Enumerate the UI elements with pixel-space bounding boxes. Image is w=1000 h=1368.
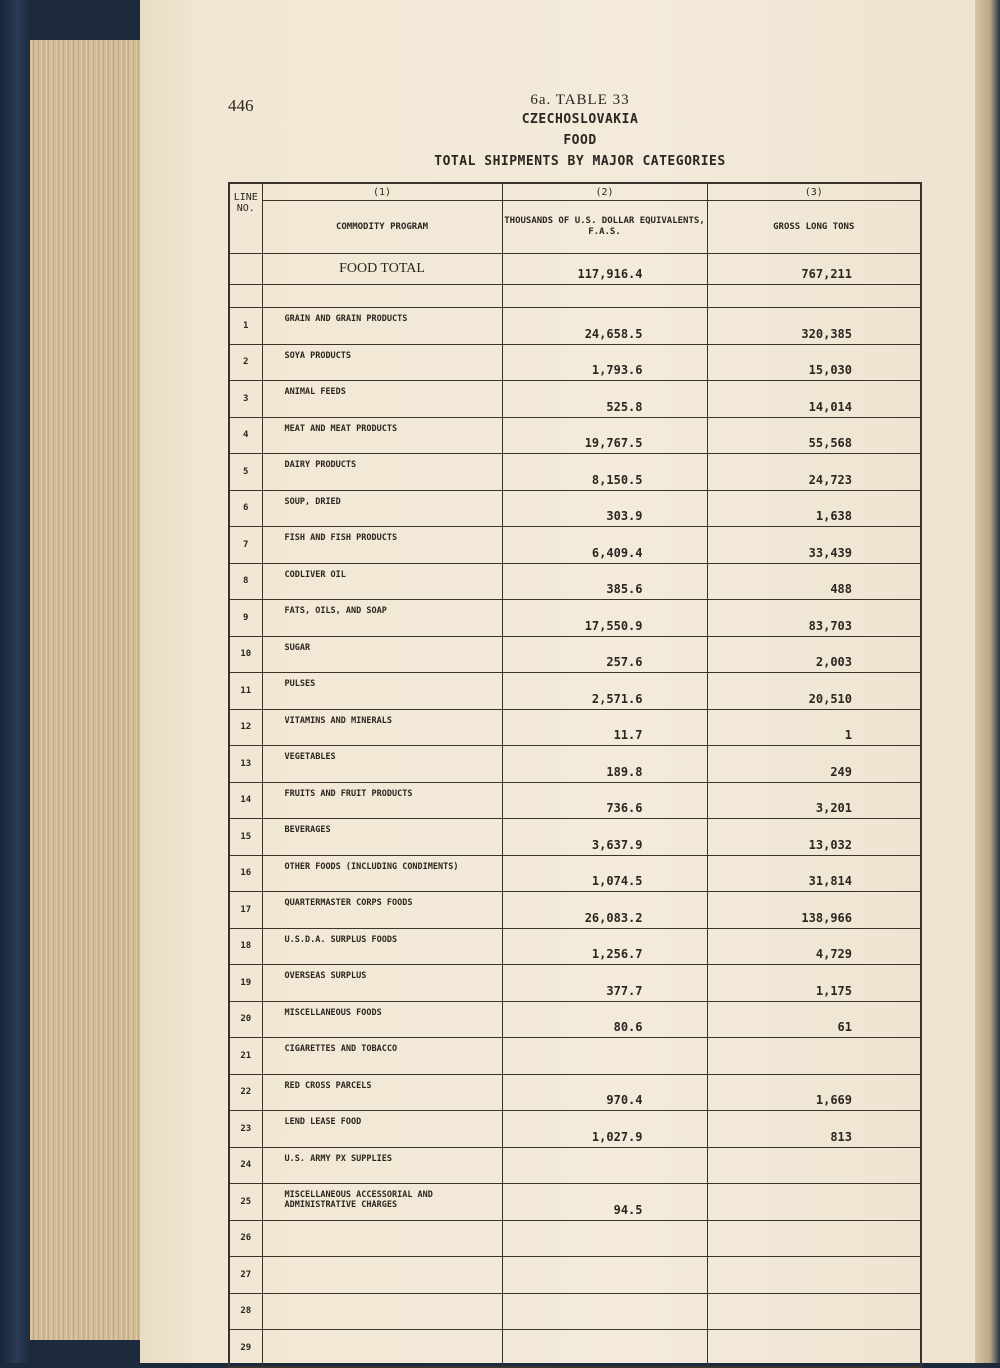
line-number: 21 bbox=[229, 1038, 262, 1075]
dollar-value: 257.6 bbox=[502, 636, 707, 673]
commodity-name: CODLIVER OIL bbox=[262, 563, 502, 600]
tonnage-value: 488 bbox=[707, 563, 921, 600]
tonnage-value: 14,014 bbox=[707, 381, 921, 418]
dollar-value: 385.6 bbox=[502, 563, 707, 600]
line-number: 14 bbox=[229, 782, 262, 819]
table-row bbox=[229, 636, 921, 673]
table-row bbox=[229, 1001, 921, 1038]
table-row bbox=[229, 965, 921, 1002]
tonnage-value: 4,729 bbox=[707, 928, 921, 965]
dollar-value: 17,550.9 bbox=[502, 600, 707, 637]
table-row bbox=[229, 673, 921, 710]
commodity-name: SOYA PRODUCTS bbox=[262, 344, 502, 381]
commodity-name: OTHER FOODS (INCLUDING CONDIMENTS) bbox=[262, 855, 502, 892]
line-number: 28 bbox=[229, 1293, 262, 1330]
commodity-name: MEAT AND MEAT PRODUCTS bbox=[262, 417, 502, 454]
table-row bbox=[229, 855, 921, 892]
table-row bbox=[229, 344, 921, 381]
dollar-value: 3,637.9 bbox=[502, 819, 707, 856]
tonnage-value: 2,003 bbox=[707, 636, 921, 673]
dollar-value: 26,083.2 bbox=[502, 892, 707, 929]
table-row bbox=[229, 563, 921, 600]
dollar-value: 1,074.5 bbox=[502, 855, 707, 892]
commodity-name: LEND LEASE FOOD bbox=[262, 1111, 502, 1148]
food-total-dollars: 117,916.4 bbox=[502, 254, 707, 285]
food-total-label: FOOD TOTAL bbox=[262, 254, 502, 285]
commodity-name: FATS, OILS, AND SOAP bbox=[262, 600, 502, 637]
table-row bbox=[229, 782, 921, 819]
table-row bbox=[229, 928, 921, 965]
table-number: 6a. TABLE 33 bbox=[530, 92, 630, 108]
tonnage-value bbox=[707, 1147, 921, 1184]
tonnage-value bbox=[707, 1038, 921, 1075]
tonnage-value: 55,568 bbox=[707, 417, 921, 454]
table-row bbox=[229, 1147, 921, 1184]
dollar-value: 736.6 bbox=[502, 782, 707, 819]
table-row bbox=[229, 1184, 921, 1221]
line-no-header: LINE NO. bbox=[229, 183, 262, 254]
line-number: 26 bbox=[229, 1220, 262, 1257]
table-row bbox=[229, 527, 921, 564]
line-number: 7 bbox=[229, 527, 262, 564]
table-row bbox=[229, 490, 921, 527]
tonnage-value: 13,032 bbox=[707, 819, 921, 856]
line-number: 5 bbox=[229, 454, 262, 491]
commodity-name: U.S. ARMY PX SUPPLIES bbox=[262, 1147, 502, 1184]
dollar-value bbox=[502, 1038, 707, 1075]
line-number: 13 bbox=[229, 746, 262, 783]
table-row bbox=[229, 1111, 921, 1148]
line-number: 4 bbox=[229, 417, 262, 454]
tonnage-value bbox=[707, 1293, 921, 1330]
dollar-value: 303.9 bbox=[502, 490, 707, 527]
col3-number: (3) bbox=[707, 183, 921, 201]
dollar-value: 189.8 bbox=[502, 746, 707, 783]
tonnage-value: 1,638 bbox=[707, 490, 921, 527]
line-number: 17 bbox=[229, 892, 262, 929]
page-number: 446 bbox=[228, 96, 254, 115]
line-number: 15 bbox=[229, 819, 262, 856]
tonnage-value: 24,723 bbox=[707, 454, 921, 491]
tons-header: GROSS LONG TONS bbox=[707, 201, 921, 254]
tonnage-value bbox=[707, 1257, 921, 1294]
table-row bbox=[229, 819, 921, 856]
line-number: 8 bbox=[229, 563, 262, 600]
dollar-value: 1,793.6 bbox=[502, 344, 707, 381]
dollar-value bbox=[502, 1257, 707, 1294]
table-row bbox=[229, 892, 921, 929]
dollar-value: 11.7 bbox=[502, 709, 707, 746]
table-row bbox=[229, 1293, 921, 1330]
book-binding bbox=[0, 0, 34, 1363]
tonnage-value: 320,385 bbox=[707, 308, 921, 345]
commodity-name: PULSES bbox=[262, 673, 502, 710]
tonnage-value: 15,030 bbox=[707, 344, 921, 381]
commodity-name: DAIRY PRODUCTS bbox=[262, 454, 502, 491]
tonnage-value: 813 bbox=[707, 1111, 921, 1148]
food-total-tons: 767,211 bbox=[707, 254, 921, 285]
commodity-name bbox=[262, 1257, 502, 1294]
right-page-edge bbox=[975, 0, 1000, 1363]
commodity-name: QUARTERMASTER CORPS FOODS bbox=[262, 892, 502, 929]
line-number: 18 bbox=[229, 928, 262, 965]
commodity-name: GRAIN AND GRAIN PRODUCTS bbox=[262, 308, 502, 345]
dollar-value: 2,571.6 bbox=[502, 673, 707, 710]
column-header-row bbox=[229, 201, 921, 254]
line-number: 6 bbox=[229, 490, 262, 527]
line-number: 3 bbox=[229, 381, 262, 418]
table-row bbox=[229, 454, 921, 491]
line-number: 9 bbox=[229, 600, 262, 637]
line-number: 22 bbox=[229, 1074, 262, 1111]
commodity-name: MISCELLANEOUS FOODS bbox=[262, 1001, 502, 1038]
table-row bbox=[229, 746, 921, 783]
commodity-name: MISCELLANEOUS ACCESSORIAL AND ADMINISTRATIVE CHARGES bbox=[262, 1184, 502, 1221]
page-edges bbox=[30, 40, 150, 1340]
dollar-value: 970.4 bbox=[502, 1074, 707, 1111]
table-row bbox=[229, 417, 921, 454]
tonnage-value: 20,510 bbox=[707, 673, 921, 710]
commodity-name bbox=[262, 1220, 502, 1257]
table-row bbox=[229, 381, 921, 418]
line-number: 16 bbox=[229, 855, 262, 892]
commodity-name bbox=[262, 1293, 502, 1330]
commodity-name: SUGAR bbox=[262, 636, 502, 673]
country-title: CZECHOSLOVAKIA bbox=[521, 112, 639, 127]
commodity-name: U.S.D.A. SURPLUS FOODS bbox=[262, 928, 502, 965]
line-number: 19 bbox=[229, 965, 262, 1002]
dollar-value: 94.5 bbox=[502, 1184, 707, 1221]
dollar-value bbox=[502, 1293, 707, 1330]
dollar-value: 24,658.5 bbox=[502, 308, 707, 345]
tonnage-value: 1 bbox=[707, 709, 921, 746]
dollar-value: 8,150.5 bbox=[502, 454, 707, 491]
table-header bbox=[380, 92, 780, 172]
table-row bbox=[229, 1074, 921, 1111]
commodity-name: FISH AND FISH PRODUCTS bbox=[262, 527, 502, 564]
tonnage-value bbox=[707, 1184, 921, 1221]
col1-number: (1) bbox=[262, 183, 502, 201]
commodity-name bbox=[262, 1330, 502, 1367]
commodity-header: COMMODITY PROGRAM bbox=[262, 201, 502, 254]
tonnage-value: 1,669 bbox=[707, 1074, 921, 1111]
dollar-value: 6,409.4 bbox=[502, 527, 707, 564]
column-number-row bbox=[229, 183, 921, 201]
line-number: 11 bbox=[229, 673, 262, 710]
table-subtitle: TOTAL SHIPMENTS BY MAJOR CATEGORIES bbox=[434, 154, 726, 169]
col2-number: (2) bbox=[502, 183, 707, 201]
tonnage-value: 3,201 bbox=[707, 782, 921, 819]
line-number: 12 bbox=[229, 709, 262, 746]
line-number: 10 bbox=[229, 636, 262, 673]
commodity-name: BEVERAGES bbox=[262, 819, 502, 856]
tonnage-value: 249 bbox=[707, 746, 921, 783]
spacer-row bbox=[229, 285, 921, 308]
line-number: 23 bbox=[229, 1111, 262, 1148]
tonnage-value: 83,703 bbox=[707, 600, 921, 637]
tonnage-value bbox=[707, 1220, 921, 1257]
line-number: 2 bbox=[229, 344, 262, 381]
table-row bbox=[229, 709, 921, 746]
tonnage-value: 31,814 bbox=[707, 855, 921, 892]
line-number: 25 bbox=[229, 1184, 262, 1221]
table-row bbox=[229, 1257, 921, 1294]
commodity-name: ANIMAL FEEDS bbox=[262, 381, 502, 418]
table-row bbox=[229, 600, 921, 637]
category-title: FOOD bbox=[563, 133, 597, 148]
dollars-header: THOUSANDS OF U.S. DOLLAR EQUIVALENTS, F.A.S. bbox=[502, 201, 707, 254]
dollar-value: 80.6 bbox=[502, 1001, 707, 1038]
dollar-value bbox=[502, 1220, 707, 1257]
dollar-value: 525.8 bbox=[502, 381, 707, 418]
line-number: 27 bbox=[229, 1257, 262, 1294]
tonnage-value: 1,175 bbox=[707, 965, 921, 1002]
shipments-table bbox=[228, 182, 922, 1368]
table-row bbox=[229, 1220, 921, 1257]
line-number: 20 bbox=[229, 1001, 262, 1038]
dollar-value: 377.7 bbox=[502, 965, 707, 1002]
dollar-value bbox=[502, 1147, 707, 1184]
commodity-name: OVERSEAS SURPLUS bbox=[262, 965, 502, 1002]
dollar-value: 19,767.5 bbox=[502, 417, 707, 454]
line-number: 1 bbox=[229, 308, 262, 345]
tonnage-value: 138,966 bbox=[707, 892, 921, 929]
commodity-name: VITAMINS AND MINERALS bbox=[262, 709, 502, 746]
commodity-name: CIGARETTES AND TOBACCO bbox=[262, 1038, 502, 1075]
table-row bbox=[229, 1038, 921, 1075]
tonnage-value: 33,439 bbox=[707, 527, 921, 564]
dollar-value: 1,027.9 bbox=[502, 1111, 707, 1148]
tonnage-value bbox=[707, 1330, 921, 1367]
commodity-name: VEGETABLES bbox=[262, 746, 502, 783]
commodity-name: SOUP, DRIED bbox=[262, 490, 502, 527]
commodity-name: RED CROSS PARCELS bbox=[262, 1074, 502, 1111]
table-row bbox=[229, 1330, 921, 1367]
dollar-value bbox=[502, 1330, 707, 1367]
tonnage-value: 61 bbox=[707, 1001, 921, 1038]
commodity-name: FRUITS AND FRUIT PRODUCTS bbox=[262, 782, 502, 819]
line-number: 24 bbox=[229, 1147, 262, 1184]
food-total-row bbox=[229, 254, 921, 285]
dollar-value: 1,256.7 bbox=[502, 928, 707, 965]
table-row bbox=[229, 308, 921, 345]
line-number: 29 bbox=[229, 1330, 262, 1367]
